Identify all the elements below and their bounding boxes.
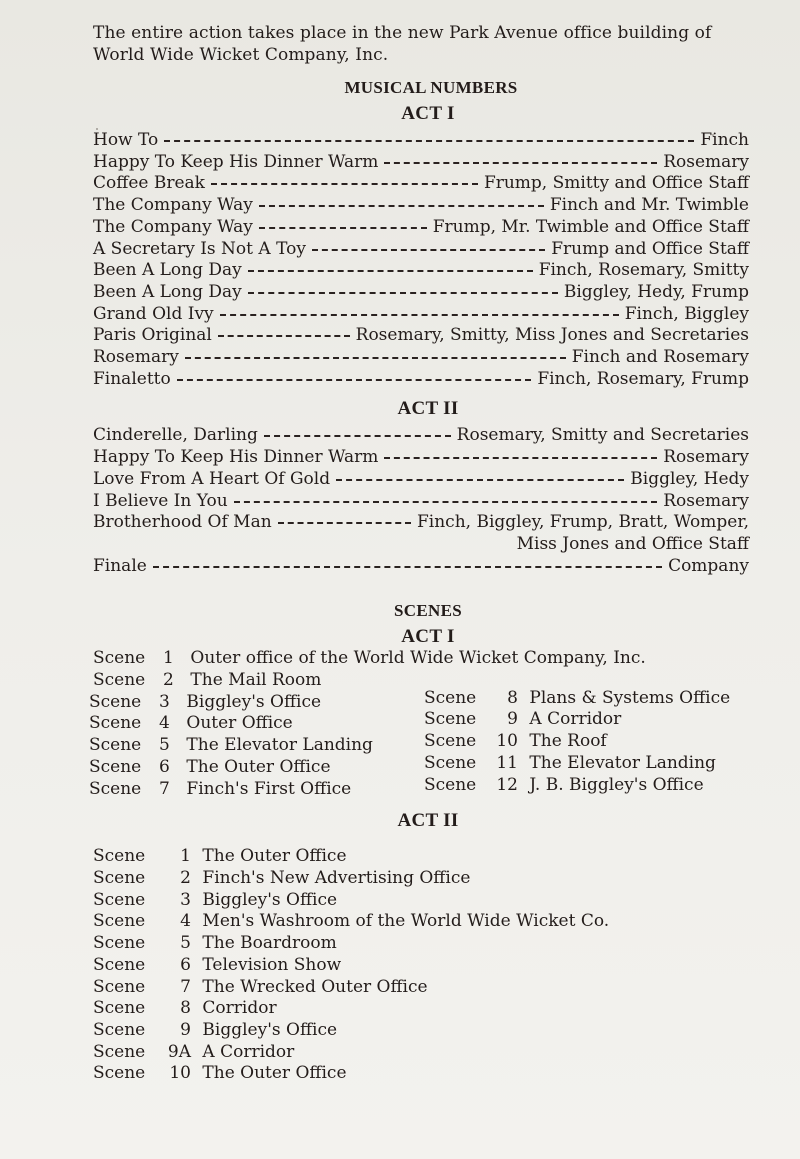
song-title: A Secretary Is Not A Toy [93,238,306,259]
scene-name: The Outer Office [202,846,347,867]
song-row [93,469,749,491]
song-title: Finaletto [93,368,171,389]
song-title: Love From A Heart Of Gold [93,468,331,489]
scene-number: 9 [507,709,518,730]
song-title: How To [93,130,159,150]
song-row [93,491,749,513]
scene-name: Men's Washroom of the World Wide Wicket Co. [202,911,610,932]
song-title: Happy To Keep His Dinner Warm [93,151,379,172]
song-row [93,369,749,391]
scene-label: Scene [93,867,146,888]
scene-row [93,933,749,955]
scene-label: Scene [93,648,146,669]
dot-leader [220,313,619,316]
act-2-scene-list [93,846,749,1085]
scene-number: 3 [180,889,191,910]
scene-name: The Elevator Landing [186,735,373,756]
song-performers: Rosemary [663,490,749,511]
scene-row [93,648,749,670]
scene-label: Scene [89,735,142,756]
song-row [93,152,749,174]
song-row [93,447,749,469]
scene-name: The Outer Office [186,756,331,777]
scene-row [89,692,424,714]
song-title: Cinderelle, Darling [93,425,258,446]
scene-label: Scene [89,713,142,734]
dot-leader [185,356,566,359]
scene-label: Scene [93,1063,146,1084]
scene-label: Scene [93,954,146,975]
dot-leader [259,204,544,207]
act-1-scene-list [89,648,749,800]
song-performers: Frump, Smitty and Office Staff [483,173,749,194]
scene-label: Scene [89,691,142,712]
scene-name: The Boardroom [202,933,337,954]
scene-number: 8 [180,998,191,1019]
scene-row [424,688,730,710]
dot-leader [211,182,478,185]
scene-label: Scene [424,731,477,752]
musical-numbers-heading: MUSICAL NUMBERS [344,78,518,97]
dot-leader [164,139,694,142]
act-2-song-list [93,425,749,577]
song-title: The Company Way [93,216,253,237]
dot-leader [248,269,533,272]
song-row [93,325,749,347]
scene-number: 7 [180,976,191,997]
song-performers: Frump and Office Staff [551,238,749,259]
scene-number: 5 [180,933,191,954]
song-performers: Rosemary [663,447,749,468]
scene-number: 10 [169,1063,191,1084]
scene-row [89,735,424,757]
scene-label: Scene [93,933,146,954]
scene-name: Biggley's Office [202,889,338,910]
scene-name: Finch's New Advertising Office [202,867,471,888]
song-performers: Finch and Rosemary [571,347,749,368]
dot-leader [278,521,411,524]
scene-label: Scene [89,756,142,777]
scenes-act-1-heading: ACT I [401,626,455,648]
scene-name: Finch's First Office [186,778,352,799]
scene-number: 12 [496,774,518,795]
song-performers: Finch, Biggley [624,303,749,324]
song-row [93,556,749,578]
scene-row [424,709,730,731]
scene-number: 1 [163,648,174,669]
song-row [93,347,749,369]
scene-label: Scene [424,709,477,730]
scene-name: Corridor [202,998,277,1019]
song-performers: Finch, Biggley, Frump, Bratt, Womper, [417,512,749,533]
act-1-heading: ACT I [401,103,455,124]
scene-name: Television Show [202,954,342,975]
scene-row [93,911,749,933]
scene-number: 9 [180,1019,191,1040]
song-row [93,239,749,261]
act-1-song-list [93,130,749,390]
setting-note: The entire action takes place in the new Park Avenue office building of World Wide Wicket Company, Inc. [93,23,712,65]
song-row [93,282,749,304]
dot-leader [336,478,624,481]
scene-number: 6 [180,954,191,975]
scene-label: Scene [93,998,146,1019]
scene-number: 5 [159,735,170,756]
song-row [93,425,749,447]
song-performers: Finch, Rosemary, Frump [537,368,749,389]
scene-row [93,846,749,868]
dot-leader [384,161,657,164]
scene-number: 6 [159,756,170,777]
scene-label: Scene [424,774,477,795]
scene-name: Outer Office [186,713,293,734]
song-row [93,512,749,534]
song-row [93,217,749,239]
scene-label: Scene [93,889,146,910]
scene-number: 4 [180,911,191,932]
dot-leader [264,434,451,437]
scene-row [89,713,424,735]
scene-row [93,955,749,977]
scene-label: Scene [424,752,477,773]
scene-number: 8 [507,687,518,708]
song-title: Been A Long Day [93,260,242,281]
scene-label: Scene [424,687,477,708]
scene-name: The Outer Office [202,1063,347,1084]
scene-name: The Wrecked Outer Office [202,976,428,997]
song-performers-continued: Miss Jones and Office Staff [516,533,749,554]
song-title: I Believe In You [93,490,228,511]
scene-label: Scene [93,1041,146,1062]
song-row [93,195,749,217]
scene-row [424,775,730,797]
scene-name: The Mail Room [190,670,322,691]
song-title: Grand Old Ivy [93,303,214,324]
scene-label: Scene [93,911,146,932]
scene-number: 1 [180,846,191,867]
scenes-heading: SCENES [394,601,462,621]
song-title: Coffee Break [93,173,205,194]
dot-leader [248,291,558,294]
scene-name: Plans & Systems Office [529,687,731,708]
dot-leader [384,456,657,459]
song-performers: Finch, Rosemary, Smitty [538,260,749,281]
scene-row [93,890,749,912]
scene-label: Scene [93,1019,146,1040]
scene-row [89,757,424,779]
scene-row [89,779,424,801]
song-performers: Frump, Mr. Twimble and Office Staff [432,216,749,237]
scene-number: 4 [159,713,170,734]
song-row [93,173,749,195]
dot-leader [218,334,350,337]
song-title: Happy To Keep His Dinner Warm [93,447,379,468]
song-title: Finale [93,555,147,576]
scene-number: 9A [167,1041,191,1062]
scene-row [424,731,730,753]
scene-name: Outer office of the World Wide Wicket Company, Inc. [190,648,646,669]
program-content [89,22,749,1085]
scene-name: J. B. Biggley's Office [529,774,704,795]
song-row [93,304,749,326]
scene-name: The Elevator Landing [529,752,716,773]
song-title: Paris Original [93,325,212,346]
scene-label: Scene [93,670,146,691]
scene-row [93,1063,749,1085]
scene-number: 10 [496,731,518,752]
song-performers: Rosemary, Smitty and Secretaries [456,425,749,446]
act-2-heading: ACT II [397,398,459,420]
dot-leader [259,226,427,229]
scene-row [93,1042,749,1064]
scene-label: Scene [93,976,146,997]
scene-number: 2 [163,670,174,691]
song-title: Rosemary [93,347,179,368]
dot-leader [153,565,662,568]
scene-name: The Roof [529,731,607,752]
dot-leader [177,378,532,381]
scene-number: 2 [180,867,191,888]
scene-name: A Corridor [202,1041,295,1062]
scene-row [93,868,749,890]
song-performers: Finch [700,130,749,150]
scene-row [93,977,749,999]
scene-name: Biggley's Office [186,691,322,712]
song-row [93,260,749,282]
song-title: Been A Long Day [93,281,242,302]
scenes-act-2-heading: ACT II [397,810,459,832]
song-title: The Company Way [93,195,253,216]
song-performers: Rosemary, Smitty, Miss Jones and Secretaries [355,325,749,346]
scene-row [93,998,749,1020]
dot-leader [312,248,545,251]
scene-number: 3 [159,691,170,712]
scene-label: Scene [89,778,142,799]
scene-name: Biggley's Office [202,1019,338,1040]
scene-name: A Corridor [529,709,622,730]
song-performers: Rosemary [663,151,749,172]
scene-number: 7 [159,778,170,799]
scene-number: 11 [496,752,518,773]
song-performers: Company [668,555,749,576]
song-performers: Finch and Mr. Twimble [549,195,749,216]
scene-label: Scene [93,846,146,867]
scene-row [424,753,730,775]
dot-leader [234,500,658,503]
scene-row [93,1020,749,1042]
song-performers: Biggley, Hedy [630,468,749,489]
song-row [93,130,749,152]
song-performers: Biggley, Hedy, Frump [563,281,749,302]
song-title: Brotherhood Of Man [93,512,272,533]
